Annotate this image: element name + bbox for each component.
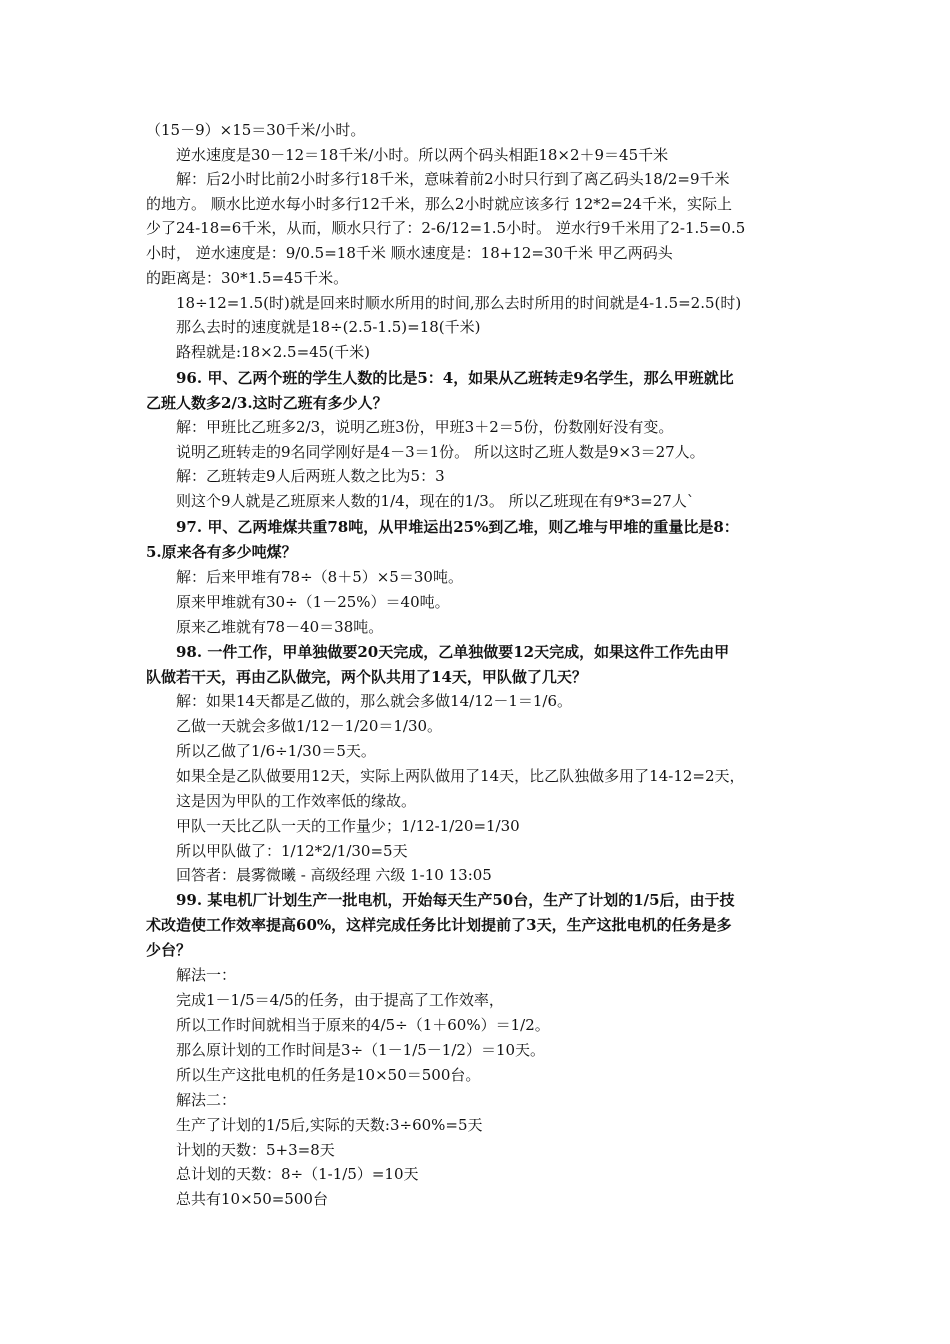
text-line: 那么去时的速度就是18÷(2.5-1.5)=18(千米) <box>176 318 481 336</box>
text-line: 说明乙班转走的9名同学刚好是4－3＝1份。 所以这时乙班人数是9×3＝27人。 <box>176 443 705 461</box>
text-line: 原来乙堆就有78－40＝38吨。 <box>176 618 384 636</box>
text-line: 所以生产这批电机的任务是10×50＝500台。 <box>176 1066 481 1084</box>
text-line: 所以工作时间就相当于原来的4/5÷（1＋60%）＝1/2。 <box>176 1016 550 1034</box>
question-98-heading: 队做若干天，再由乙队做完，两个队共用了14天，甲队做了几天？ <box>146 668 587 686</box>
text-line: 解：如果14天都是乙做的，那么就会多做14/12－1＝1/6。 <box>176 692 573 710</box>
question-99-heading: 术改造使工作效率提高60%，这样完成任务比计划提前了3天，生产这批电机的任务是多 <box>146 916 732 934</box>
text-line: 甲队一天比乙队一天的工作量少；1/12-1/20=1/30 <box>176 817 520 835</box>
text-line: 的地方。 顺水比逆水每小时多行12千米，那么2小时就应该多行 12*2=24千米，实际上 <box>146 195 732 213</box>
text-line: 计划的天数：5+3=8天 <box>176 1141 335 1159</box>
question-96-heading: 乙班人数多2/3.这时乙班有多少人？ <box>146 394 388 412</box>
text-line: 如果全是乙队做要用12天，实际上两队做用了14天，比乙队独做多用了14-12=2天， <box>176 767 745 785</box>
text-line: 解：后来甲堆有78÷（8＋5）×5＝30吨。 <box>176 568 463 586</box>
text-line: 的距离是：30*1.5=45千米。 <box>146 269 349 287</box>
text-line: （15－9）×15＝30千米/小时。 <box>146 121 366 139</box>
text-line: 总计划的天数：8÷（1-1/5）=10天 <box>176 1165 419 1183</box>
text-line: 小时， 逆水速度是：9/0.5=18千米 顺水速度是：18+12=30千米 甲乙两码头 <box>146 244 673 262</box>
text-line: 所以乙做了1/6÷1/30＝5天。 <box>176 742 376 760</box>
text-line: 原来甲堆就有30÷（1－25%）＝40吨。 <box>176 593 450 611</box>
text-line: 解：乙班转走9人后两班人数之比为5：3 <box>176 467 445 485</box>
text-line: 解法二： <box>176 1091 237 1109</box>
text-line: 18÷12=1.5(时)就是回来时顺水所用的时间,那么去时所用的时间就是4-1.5=2.5(时) <box>176 294 742 312</box>
text-line: 所以甲队做了：1/12*2/1/30=5天 <box>176 842 408 860</box>
text-line: 路程就是:18×2.5=45(千米) <box>176 343 370 361</box>
question-98-heading: 98. 一件工作，甲单独做要20天完成，乙单独做要12天完成，如果这件工作先由甲 <box>176 643 730 661</box>
question-97-heading: 97. 甲、乙两堆煤共重78吨，从甲堆运出25%到乙堆，则乙堆与甲堆的重量比是8： <box>176 518 739 536</box>
text-line: 少了24-18=6千米，从而，顺水只行了：2-6/12=1.5小时。 逆水行9千米用了2-1.5=0.5 <box>146 219 746 237</box>
text-line: 解：甲班比乙班多2/3，说明乙班3份，甲班3＋2＝5份，份数刚好没有变。 <box>176 418 674 436</box>
text-line: 则这个9人就是乙班原来人数的1/4，现在的1/3。 所以乙班现在有9*3=27人` <box>176 492 695 510</box>
text-line: 这是因为甲队的工作效率低的缘故。 <box>176 792 417 810</box>
text-line: 总共有10×50=500台 <box>176 1190 328 1208</box>
text-line: 生产了计划的1/5后,实际的天数:3÷60%=5天 <box>176 1116 483 1134</box>
text-line: 解：后2小时比前2小时多行18千米，意味着前2小时只行到了离乙码头18/2=9千米 <box>176 170 730 188</box>
text-line: 那么原计划的工作时间是3÷（1－1/5－1/2）＝10天。 <box>176 1041 546 1059</box>
question-99-heading: 99. 某电机厂计划生产一批电机，开始每天生产50台，生产了计划的1/5后，由于技 <box>176 891 735 909</box>
text-line: 完成1－1/5＝4/5的任务，由于提高了工作效率， <box>176 991 504 1009</box>
text-line: 乙做一天就会多做1/12－1/20＝1/30。 <box>176 717 443 735</box>
text-line: 逆水速度是30－12＝18千米/小时。所以两个码头相距18×2＋9＝45千米 <box>176 146 669 164</box>
question-97-heading: 5.原来各有多少吨煤？ <box>146 543 297 561</box>
question-99-heading: 少台？ <box>146 941 192 959</box>
question-96-heading: 96. 甲、乙两个班的学生人数的比是5：4，如果从乙班转走9名学生，那么甲班就比 <box>176 369 734 387</box>
text-line: 解法一： <box>176 966 237 984</box>
answerer-credit: 回答者：晨雾微曦 - 高级经理 六级 1-10 13:05 <box>176 866 492 884</box>
